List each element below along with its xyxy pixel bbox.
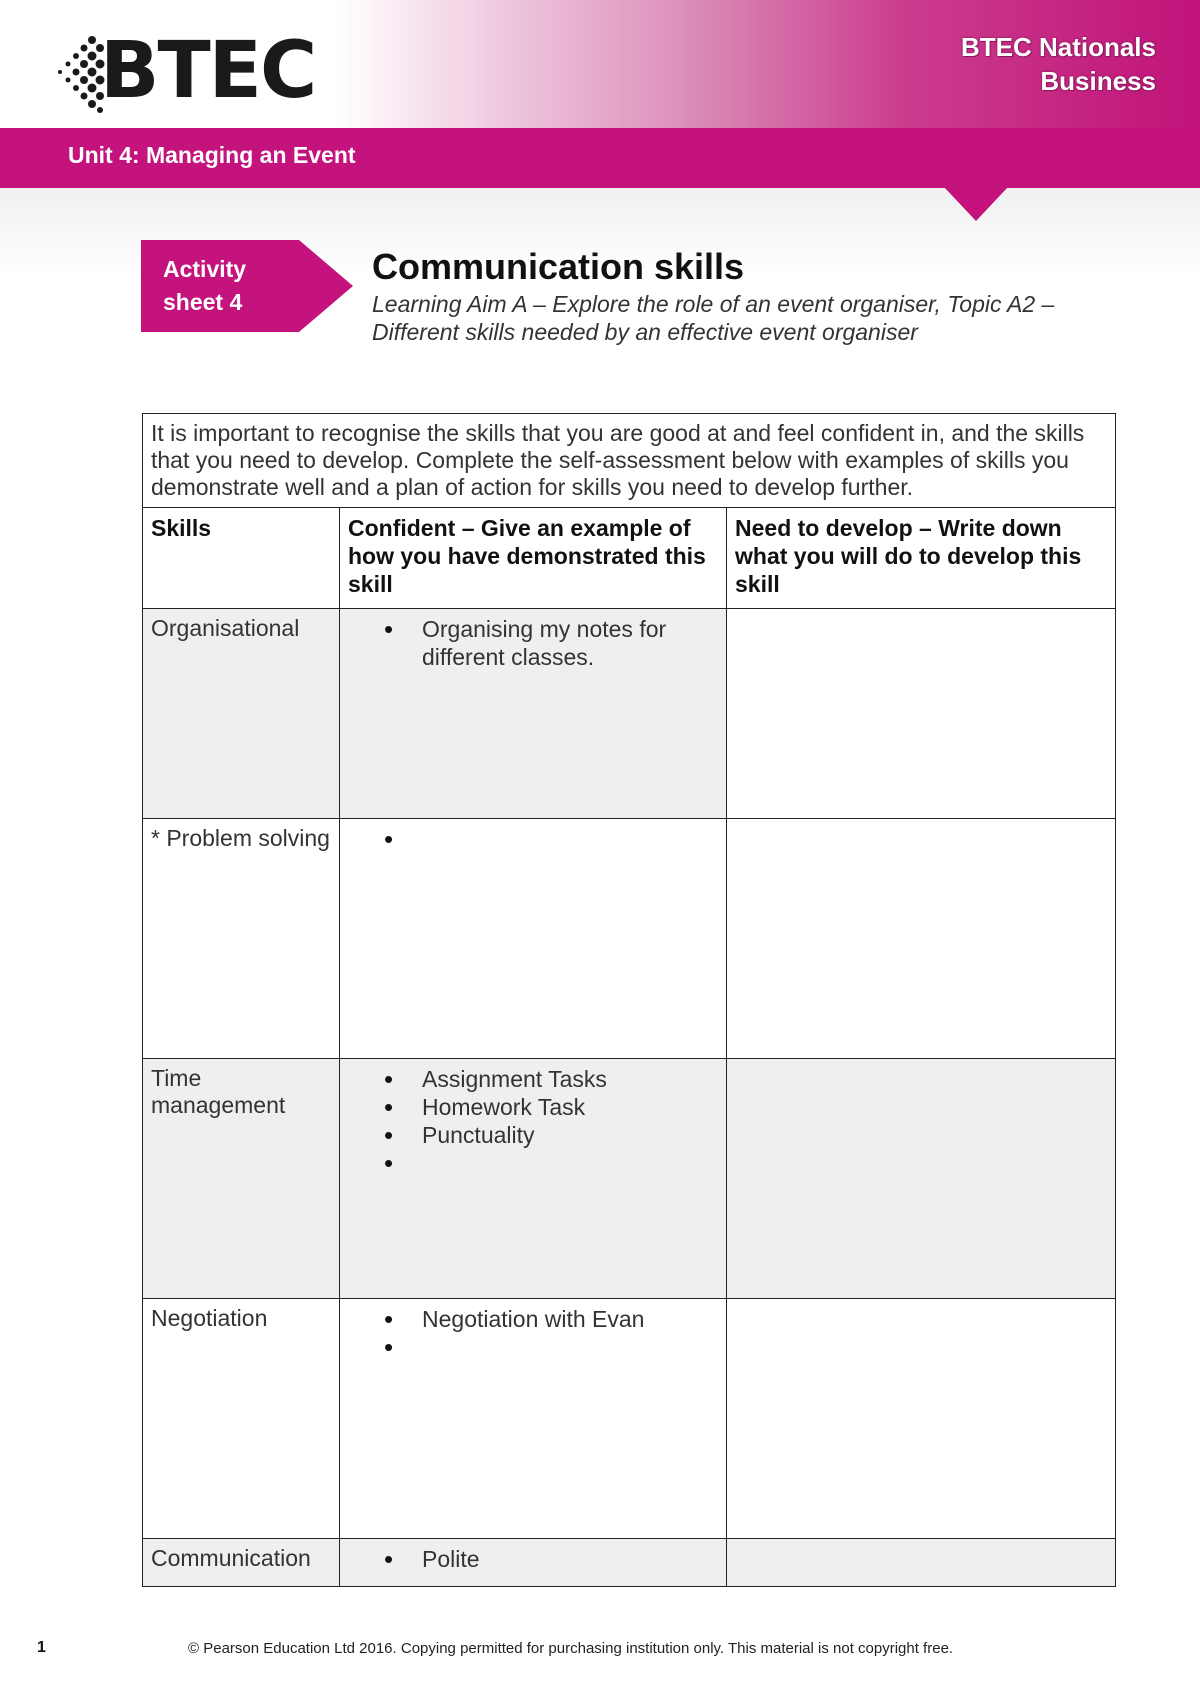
activity-label (163, 253, 313, 319)
example-list (348, 1065, 718, 1149)
list-item: • Organising my notes for different classes. (384, 615, 718, 671)
unit-band (0, 128, 1200, 188)
brand-line-2: Business (1040, 66, 1156, 96)
logo-wordmark: BTEC (100, 26, 316, 116)
intro-text: It is important to recognise the skills that you are good at and feel confident in, and the skills that you need to develop. Complete the self-assessment below with examples of skills you demonstrate well and a plan of action for skills you need to develop further. (143, 414, 1116, 508)
self-assessment-table (142, 413, 1116, 1587)
header-skills: Skills (143, 508, 340, 609)
develop-cell[interactable] (727, 609, 1116, 819)
develop-cell[interactable] (727, 1539, 1116, 1587)
brand-title (961, 30, 1156, 98)
example-cell[interactable] (340, 1299, 727, 1539)
page-number: 1 (37, 1639, 46, 1656)
page-subtitle: Learning Aim A – Explore the role of an event organiser, Topic A2 – Different skills needed by an effective event organiser (372, 291, 1055, 345)
logo-dots-icon (56, 34, 106, 114)
skill-cell: * Problem solving (143, 819, 340, 1059)
example-cell[interactable] (340, 609, 727, 819)
copyright-notice: © Pearson Education Ltd 2016. Copying permitted for purchasing institution only. This material is not copyright free. (188, 1640, 954, 1657)
example-list (348, 615, 718, 671)
list-item: • Negotiation with Evan (384, 1305, 718, 1333)
list-item: • Homework Task (384, 1093, 718, 1121)
header-row (143, 508, 1116, 609)
activity-label-line1: Activity (163, 256, 247, 282)
band-arrow-icon (944, 187, 1008, 221)
page-title: Communication skills (372, 246, 745, 287)
table-row (143, 1059, 1116, 1299)
unit-title: Unit 4: Managing an Event (68, 142, 356, 168)
list-item: • Assignment Tasks (384, 1065, 718, 1093)
example-list (348, 1545, 718, 1573)
activity-label-line2: sheet 4 (163, 289, 243, 315)
example-cell[interactable] (340, 1059, 727, 1299)
table-row (143, 1299, 1116, 1539)
example-cell[interactable] (340, 1539, 727, 1587)
skill-cell: Organisational (143, 609, 340, 819)
example-list (348, 1305, 718, 1333)
develop-cell[interactable] (727, 819, 1116, 1059)
header-need-to-develop: Need to develop – Write down what you will do to develop this skill (727, 508, 1116, 609)
skill-cell: Negotiation (143, 1299, 340, 1539)
intro-row (143, 414, 1116, 508)
header-confident: Confident – Give an example of how you have demonstrated this skill (340, 508, 727, 609)
example-cell[interactable] (340, 819, 727, 1059)
develop-cell[interactable] (727, 1299, 1116, 1539)
list-item: • Punctuality (384, 1121, 718, 1149)
table-row (143, 819, 1116, 1059)
list-item: • Polite (384, 1545, 718, 1573)
develop-cell[interactable] (727, 1059, 1116, 1299)
activity-tag (141, 240, 353, 330)
skill-cell: Communication (143, 1539, 340, 1587)
brand-line-1: BTEC Nationals (960, 32, 1156, 62)
table-row (143, 609, 1116, 819)
table-row (143, 1539, 1116, 1587)
skill-cell: Time management (143, 1059, 340, 1299)
btec-logo (56, 26, 346, 120)
